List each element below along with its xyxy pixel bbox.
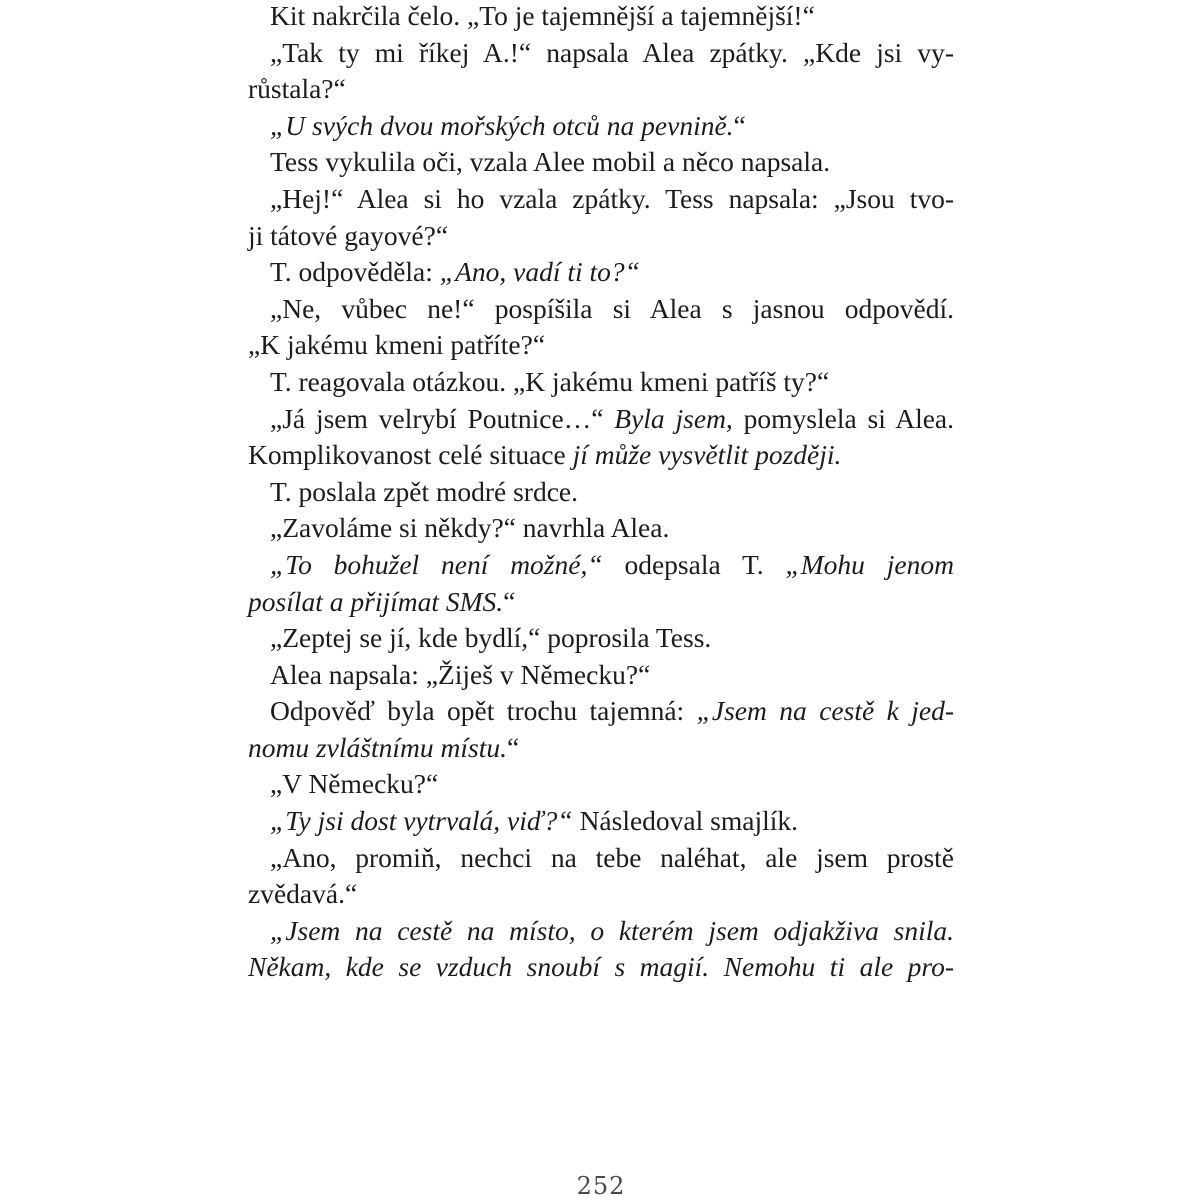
text-line [248,108,954,145]
text-segment: pomyslela si Alea. [732,402,954,434]
text-segment: T. reagovala otázkou. „K jakému kmeni patříš ty?“ [270,365,830,397]
text-segment: Následoval smajlík. [572,805,798,837]
text-segment: růstala?“ [248,73,346,105]
text-line [248,876,954,913]
text-segment: T. poslala zpět modré srdce. [270,475,578,507]
text-segment: “ [506,731,520,763]
text-segment: odepsala T. [602,548,786,580]
text-segment: “ [733,109,746,141]
italic-segment: „Mohu jenom [785,548,954,580]
text-line [248,693,954,730]
text-line [248,437,954,474]
text-line [248,840,954,877]
text-segment: Alea napsala: „Žiješ v Německu?“ [270,658,651,690]
italic-segment: jí může vysvětlit později. [572,439,842,471]
text-segment: „Zavoláme si někdy?“ navrhla Alea. [270,512,670,544]
text-line [248,766,954,803]
text-segment: „Hej!“ Alea si ho vzala zpátky. Tess napsala: „Jsou tvo- [270,182,954,214]
body-text [248,0,954,986]
text-segment: „Ne, vůbec ne!“ pospíšila si Alea s jasnou odpovědí. [270,292,954,324]
italic-segment: „Ty jsi dost vytrvalá, viď?“ [270,805,573,837]
italic-segment: posílat a přijímat SMS. [248,585,504,617]
text-line [248,730,954,767]
text-line [248,254,954,291]
text-line [248,949,954,986]
italic-segment: Byla jsem, [614,402,733,434]
text-line [248,35,954,72]
text-line [248,327,954,364]
text-segment: Kit nakrčila čelo. „To je tajemnější a tajemnější!“ [270,0,815,31]
italic-segment: „Jsem na cestě k jed- [696,695,954,727]
text-line [248,364,954,401]
text-segment: T. odpověděla: [270,256,440,288]
text-segment: „Já jsem velrybí Poutnice…“ [270,402,615,434]
text-line [248,181,954,218]
text-segment: „Zeptej se jí, kde bydlí,“ poprosila Tess. [270,622,712,654]
text-segment: Komplikovanost celé situace [248,439,573,471]
text-line [248,218,954,255]
italic-segment: „Jsem na cestě na místo, o kterém jsem odjakživa snila. [270,914,954,946]
text-line [248,401,954,438]
text-line [248,913,954,950]
italic-segment: Někam, kde se vzduch snoubí s magií. Nemohu ti ale pro- [248,951,954,983]
page-number: 252 [576,1172,626,1200]
italic-segment: „To bohužel není možné,“ [270,548,603,580]
italic-segment: „Ano, vadí ti to?“ [439,256,640,288]
text-line [248,620,954,657]
text-line [248,547,954,584]
italic-segment: „U svých dvou mořských otců na pevnině. [270,109,734,141]
text-line [248,803,954,840]
text-line [248,657,954,694]
text-segment: „V Německu?“ [270,768,439,800]
text-segment: „K jakému kmeni patříte?“ [248,329,546,361]
text-line [248,144,954,181]
text-segment: „Ano, promiň, nechci na tebe naléhat, ale jsem prostě [270,841,954,873]
text-segment: ji tátové gayové?“ [248,219,449,251]
text-segment: “ [503,585,516,617]
text-segment: Odpověď byla opět trochu tajemná: [270,695,697,727]
text-segment: Tess vykulila oči, vzala Alee mobil a něco napsala. [270,146,831,178]
text-line [248,0,954,35]
text-line [248,510,954,547]
text-line [248,71,954,108]
text-line [248,584,954,621]
text-segment: zvědavá.“ [248,878,358,910]
text-line [248,474,954,511]
text-line [248,291,954,328]
text-segment: „Tak ty mi říkej A.!“ napsala Alea zpátky. „Kde jsi vy- [270,36,954,68]
book-page [248,0,954,1200]
italic-segment: nomu zvláštnímu místu. [248,731,507,763]
